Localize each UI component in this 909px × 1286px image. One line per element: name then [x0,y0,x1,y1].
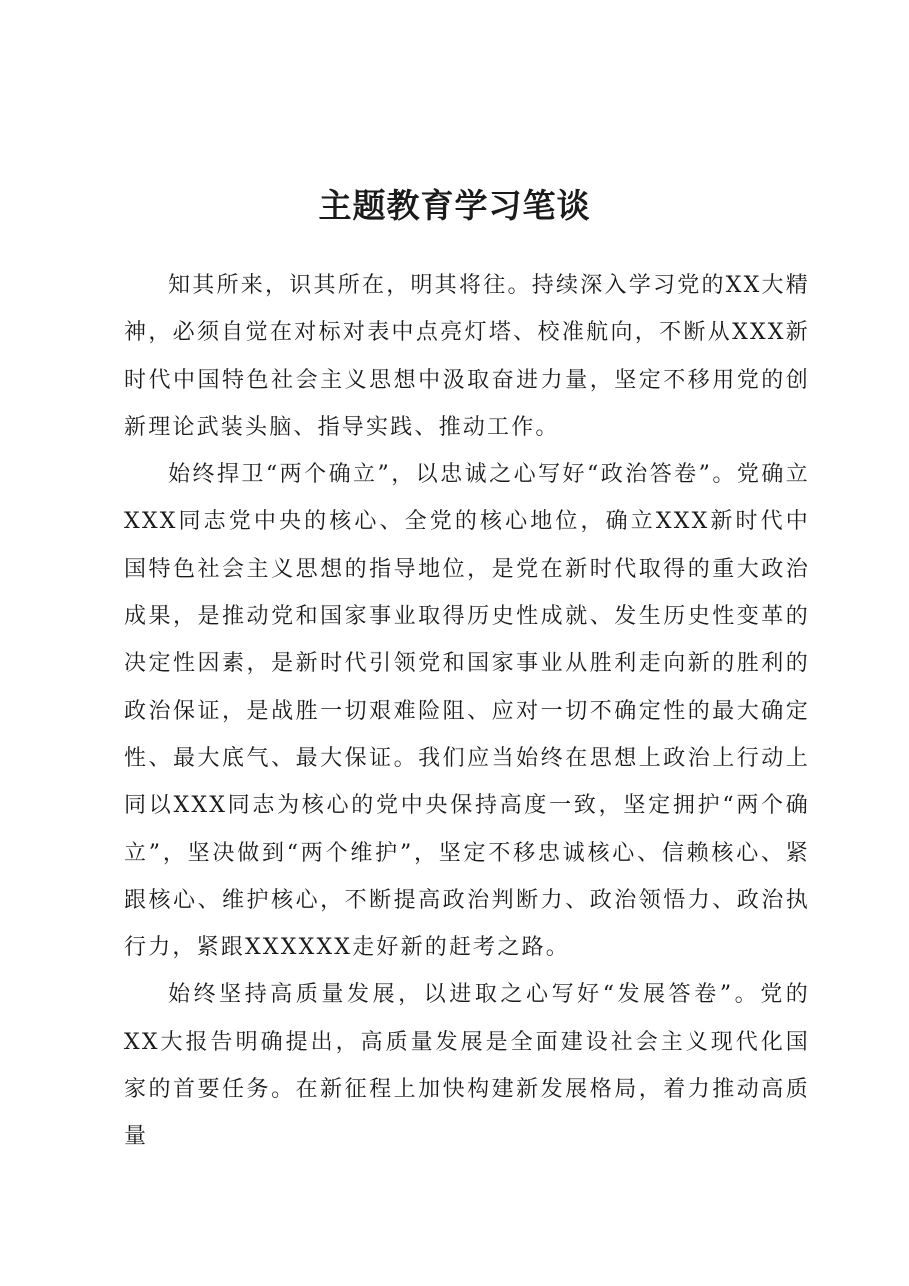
paragraph-3: 始终坚持高质量发展，以进取之心写好“发展答卷”。党的XX大报告明确提出，高质量发展是全面建设社会主义现代化国家的首要任务。在新征程上加快构建新发展格局，着力推动高质量 [124,982,810,1150]
paragraph-1: 知其所来，识其所在，明其将往。持续深入学习党的XX大精神，必须自觉在对标对表中点亮灯塔、校准航向，不断从XXX新时代中国特色社会主义思想中汲取奋进力量，坚定不移用党的创新理论武装头脑、指导实践、推动工作。 [124,273,810,440]
document-body [124,262,810,1161]
document-title: 主题教育学习笔谈 [318,186,591,225]
paragraph-2: 始终捍卫“两个确立”，以忠诚之心写好“政治答卷”。党确立XXX同志党中央的核心、全党的核心地位，确立XXX新时代中国特色社会主义思想的指导地位，是党在新时代取得的重大政治成果，是推动党和国家事业取得历史性成就、发生历史性变革的决定性因素，是新时代引领党和国家事业从胜利走向新的胜利的政治保证，是战胜一切艰难险阻、应对一切不确定性的最大确定性、最大底气、最大保证。我们应当始终在思想上政治上行动上同以XXX同志为核心的党中央保持高度一致，坚定拥护“两个确立”，坚决做到“两个维护”，坚定不移忠诚核心、信赖核心、紧跟核心、维护核心，不断提高政治判断力、政治领悟力、政治执行力，紧跟XXXXXX走好新的赶考之路。 [124,462,810,961]
